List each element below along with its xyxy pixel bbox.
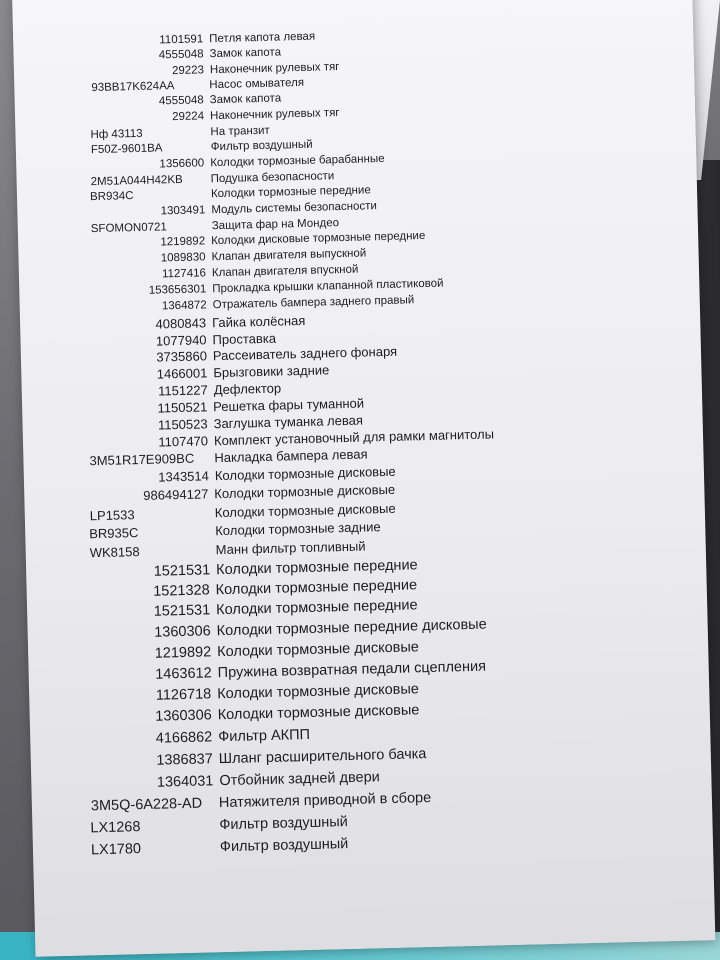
list-item bbox=[31, 739, 711, 769]
part-name: Фильтр воздушный bbox=[219, 836, 349, 856]
part-name: Шланг расширительного бачка bbox=[218, 746, 427, 768]
part-code: 153656301 bbox=[148, 283, 207, 297]
part-name: Отражатель бампера заднего правый bbox=[212, 294, 415, 312]
part-code: 1077940 bbox=[155, 332, 207, 349]
part-name: Колодки тормозные передние bbox=[215, 597, 418, 619]
part-code: 4166862 bbox=[155, 729, 213, 747]
part-code: 2M51A044H42KB bbox=[90, 173, 183, 189]
part-code: 986494127 bbox=[143, 486, 209, 503]
part-name: Насос омывателя bbox=[209, 76, 305, 92]
part-name: Манн фильтр топливный bbox=[215, 538, 366, 558]
part-name: Наконечник рулевых тяг bbox=[209, 107, 340, 123]
list-item bbox=[14, 67, 694, 95]
part-name: Гайка колёсная bbox=[211, 312, 306, 331]
list-item bbox=[20, 320, 700, 349]
part-name: Рассеиватель заднего фонаря bbox=[212, 343, 398, 364]
part-code: 1343514 bbox=[158, 468, 210, 485]
part-name: Колодки тормозные передние bbox=[210, 184, 371, 201]
part-code: 1219892 bbox=[160, 235, 206, 249]
part-name: Накладка бампера левая bbox=[214, 446, 368, 466]
part-code: LX1268 bbox=[90, 819, 141, 837]
part-name: Брызговики задние bbox=[213, 362, 330, 381]
part-code: 1126718 bbox=[155, 686, 212, 704]
part-name: Модуль системы безопасности bbox=[211, 200, 377, 217]
part-code: 29223 bbox=[171, 64, 205, 78]
part-code: 1386837 bbox=[156, 751, 214, 769]
part-code: 1303491 bbox=[160, 204, 206, 218]
list-item bbox=[32, 783, 712, 815]
part-name: Замок капота bbox=[209, 92, 282, 107]
part-code: 1356600 bbox=[159, 157, 205, 171]
part-code: 93BB17K624AA bbox=[91, 80, 175, 95]
part-code: BR935C bbox=[89, 525, 139, 542]
part-name: Прокладка крышки клапанной пластиковой bbox=[212, 277, 444, 296]
part-name: Пружина возвратная педали сцепления bbox=[217, 658, 487, 682]
part-code: LX1780 bbox=[90, 841, 142, 859]
part-name: Решетка фары туманной bbox=[213, 395, 365, 415]
part-code: 1089830 bbox=[160, 251, 206, 265]
list-item bbox=[22, 387, 702, 416]
list-item bbox=[30, 717, 710, 747]
part-code: 1150523 bbox=[157, 416, 208, 433]
list-item bbox=[21, 336, 701, 365]
paper-sheet bbox=[12, 0, 715, 957]
part-name: Колодки дисковые тормозные передние bbox=[211, 229, 426, 248]
list-item bbox=[14, 52, 694, 78]
part-code: 3M5Q-6A228-AD bbox=[90, 795, 203, 815]
part-name: Петля капота левая bbox=[209, 30, 316, 46]
list-item bbox=[15, 114, 695, 142]
part-code: 1107470 bbox=[158, 433, 209, 450]
part-code: 1360306 bbox=[155, 707, 212, 725]
part-code: 3M51R17E909BC bbox=[89, 450, 195, 469]
part-name: Отбойник задней двери bbox=[219, 769, 380, 790]
part-name: Замок капота bbox=[209, 46, 282, 61]
part-code: 4080843 bbox=[155, 315, 207, 332]
part-code: SFOMON0721 bbox=[90, 221, 168, 236]
list-item bbox=[13, 21, 693, 47]
part-name: Фильтр АКПП bbox=[218, 726, 311, 746]
part-code: 29224 bbox=[171, 110, 205, 124]
part-name: Защита фар на Мондео bbox=[211, 217, 340, 233]
part-name: Колодки тормозные передние bbox=[215, 577, 418, 599]
part-code: 3735860 bbox=[156, 348, 208, 365]
list-item bbox=[13, 36, 693, 62]
part-code: 1360306 bbox=[154, 623, 211, 641]
part-code: 1127416 bbox=[161, 267, 207, 281]
part-code: WK8158 bbox=[89, 544, 140, 561]
part-name: Клапан двигателя впускной bbox=[211, 263, 359, 280]
part-name: Колодки тормозные дисковые bbox=[214, 463, 396, 484]
part-name: Колодки тормозные передние bbox=[215, 557, 418, 579]
part-code: 4555048 bbox=[158, 48, 204, 62]
list-item bbox=[15, 98, 695, 124]
part-name: Заглушка туманка левая bbox=[213, 412, 364, 432]
part-code: 1151227 bbox=[157, 382, 208, 399]
part-code: 1521328 bbox=[153, 582, 210, 600]
part-name: На транзит bbox=[210, 124, 270, 139]
list-item bbox=[31, 761, 711, 791]
part-code: 1150521 bbox=[157, 399, 208, 416]
part-name: Колодки тормозные дисковые bbox=[217, 702, 420, 724]
part-code: 1521531 bbox=[153, 562, 211, 580]
part-name: Подушка безопасности bbox=[210, 170, 335, 186]
part-name: Колодки тормозные дисковые bbox=[214, 500, 396, 521]
part-code: F50Z-9601BA bbox=[90, 142, 163, 157]
part-code: 1101591 bbox=[159, 33, 204, 47]
part-name: Колодки тормозные дисковые bbox=[216, 639, 420, 661]
part-code: 4555048 bbox=[158, 94, 204, 108]
part-code: 1521531 bbox=[153, 602, 211, 620]
part-code: BR934C bbox=[89, 190, 134, 204]
list-item bbox=[22, 370, 702, 399]
part-code: 1219892 bbox=[154, 644, 212, 662]
part-name: Колодки тормозные задние bbox=[215, 519, 381, 539]
part-name: Наконечник рулевых тяг bbox=[209, 61, 340, 77]
part-name: Колодки тормозные передние дисковые bbox=[216, 616, 487, 640]
part-code: LP1533 bbox=[89, 507, 135, 524]
part-code: 1463612 bbox=[155, 665, 212, 683]
parts-list bbox=[12, 0, 715, 957]
part-name: Фильтр воздушный bbox=[210, 138, 313, 154]
part-code: Нф 43113 bbox=[90, 127, 143, 142]
part-name: Проставка bbox=[212, 330, 277, 348]
part-name: Клапан двигателя выпускной bbox=[211, 247, 367, 264]
part-code: 1364872 bbox=[161, 299, 207, 313]
part-code: 1466001 bbox=[156, 365, 208, 382]
part-name: Натяжителя приводной в сборе bbox=[218, 790, 432, 812]
list-item bbox=[19, 271, 699, 297]
part-name: Колодки тормозные барабанные bbox=[210, 152, 385, 170]
part-name: Фильтр воздушный bbox=[219, 814, 348, 834]
part-name: Колодки тормозные дисковые bbox=[214, 481, 396, 502]
part-name: Дефлектор bbox=[213, 380, 282, 398]
part-code: 1364031 bbox=[156, 773, 214, 791]
part-name: Колодки тормозные дисковые bbox=[217, 681, 420, 703]
part-name: Комплект установочный для рамки магнитолы bbox=[213, 426, 495, 449]
